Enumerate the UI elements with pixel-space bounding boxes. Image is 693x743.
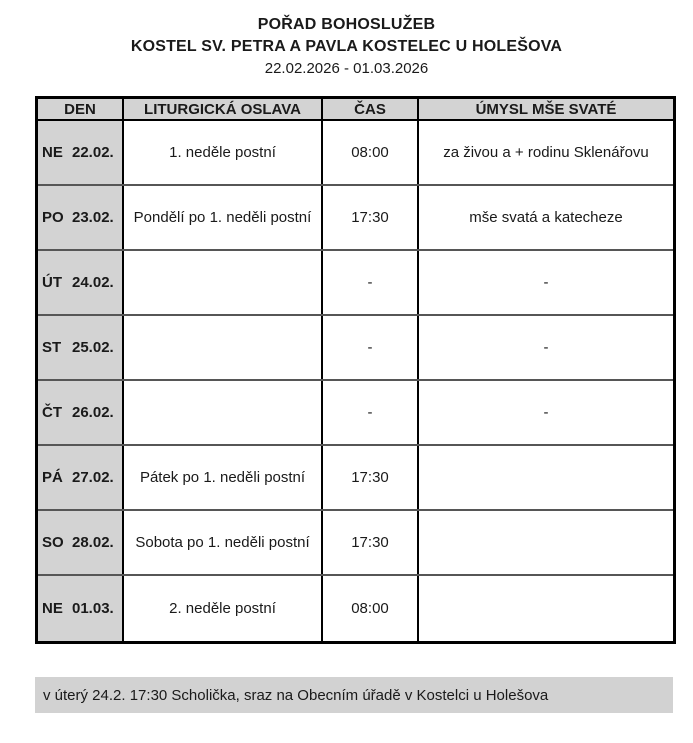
day-abbr: PO <box>42 209 64 226</box>
intention-cell: mše svatá a katecheze <box>469 209 623 226</box>
day-cell <box>38 121 124 184</box>
announcement-bar <box>35 677 673 713</box>
day-date: 01.03. <box>72 600 114 617</box>
day-cell <box>38 511 124 574</box>
liturgy-cell <box>124 316 323 379</box>
day-abbr: ST <box>42 339 62 356</box>
day-abbr: NE <box>42 144 63 161</box>
header-time: ČAS <box>323 99 419 119</box>
day-date: 24.02. <box>72 274 114 291</box>
day-cell <box>38 251 124 314</box>
table-row <box>38 251 673 316</box>
liturgy-cell: Pondělí po 1. neděli postní <box>124 186 323 249</box>
header-liturgy: LITURGICKÁ OSLAVA <box>124 99 323 119</box>
announcement-text: v úterý 24.2. 17:30 Scholička, sraz na Obecním úřadě v Kostelci u Holešova <box>43 686 549 704</box>
day-cell <box>38 186 124 249</box>
day-date: 25.02. <box>72 339 114 356</box>
day-date: 27.02. <box>72 469 114 486</box>
intention-cell <box>419 446 673 509</box>
intention-cell: - <box>543 274 549 291</box>
schedule-table <box>35 96 676 644</box>
table-row <box>38 121 673 186</box>
liturgy-cell <box>124 381 323 444</box>
day-date: 22.02. <box>72 144 114 161</box>
time-cell: 08:00 <box>323 576 419 641</box>
day-abbr: PÁ <box>42 469 63 486</box>
table-header-row <box>38 99 673 121</box>
table-row <box>38 576 673 641</box>
day-abbr: NE <box>42 600 63 617</box>
day-abbr: ÚT <box>42 274 62 291</box>
page-title: POŘAD BOHOSLUŽEB <box>257 16 436 33</box>
day-cell <box>38 316 124 379</box>
time-cell: 17:30 <box>323 511 419 574</box>
table-row <box>38 186 673 251</box>
date-range: 22.02.2026 - 01.03.2026 <box>264 60 429 77</box>
intention-cell: - <box>543 339 549 356</box>
table-row <box>38 381 673 446</box>
liturgy-cell: Pátek po 1. neděli postní <box>124 446 323 509</box>
day-cell <box>38 576 124 641</box>
liturgy-cell: Sobota po 1. neděli postní <box>124 511 323 574</box>
time-cell: - <box>323 381 419 444</box>
intention-cell <box>419 511 673 574</box>
day-cell <box>38 381 124 444</box>
liturgy-cell: 1. neděle postní <box>124 121 323 184</box>
time-cell: 17:30 <box>323 186 419 249</box>
day-date: 26.02. <box>72 404 114 421</box>
time-cell: 08:00 <box>323 121 419 184</box>
liturgy-cell: 2. neděle postní <box>124 576 323 641</box>
intention-cell <box>419 576 673 641</box>
intention-cell: - <box>543 404 549 421</box>
time-cell: - <box>323 316 419 379</box>
time-cell: - <box>323 251 419 314</box>
header-intention: ÚMYSL MŠE SVATÉ <box>475 100 617 118</box>
day-date: 23.02. <box>72 209 114 226</box>
table-row <box>38 511 673 576</box>
page-subtitle: KOSTEL SV. PETRA A PAVLA KOSTELEC U HOLEŠOVA <box>130 38 563 55</box>
day-abbr: ČT <box>42 404 62 421</box>
liturgy-cell <box>124 251 323 314</box>
day-cell <box>38 446 124 509</box>
document-header <box>0 0 693 80</box>
table-row <box>38 316 673 381</box>
intention-cell: za živou a + rodinu Sklenářovu <box>443 144 649 161</box>
day-date: 28.02. <box>72 534 114 551</box>
day-abbr: SO <box>42 534 64 551</box>
time-cell: 17:30 <box>323 446 419 509</box>
table-row <box>38 446 673 511</box>
header-day: DEN <box>38 99 124 119</box>
